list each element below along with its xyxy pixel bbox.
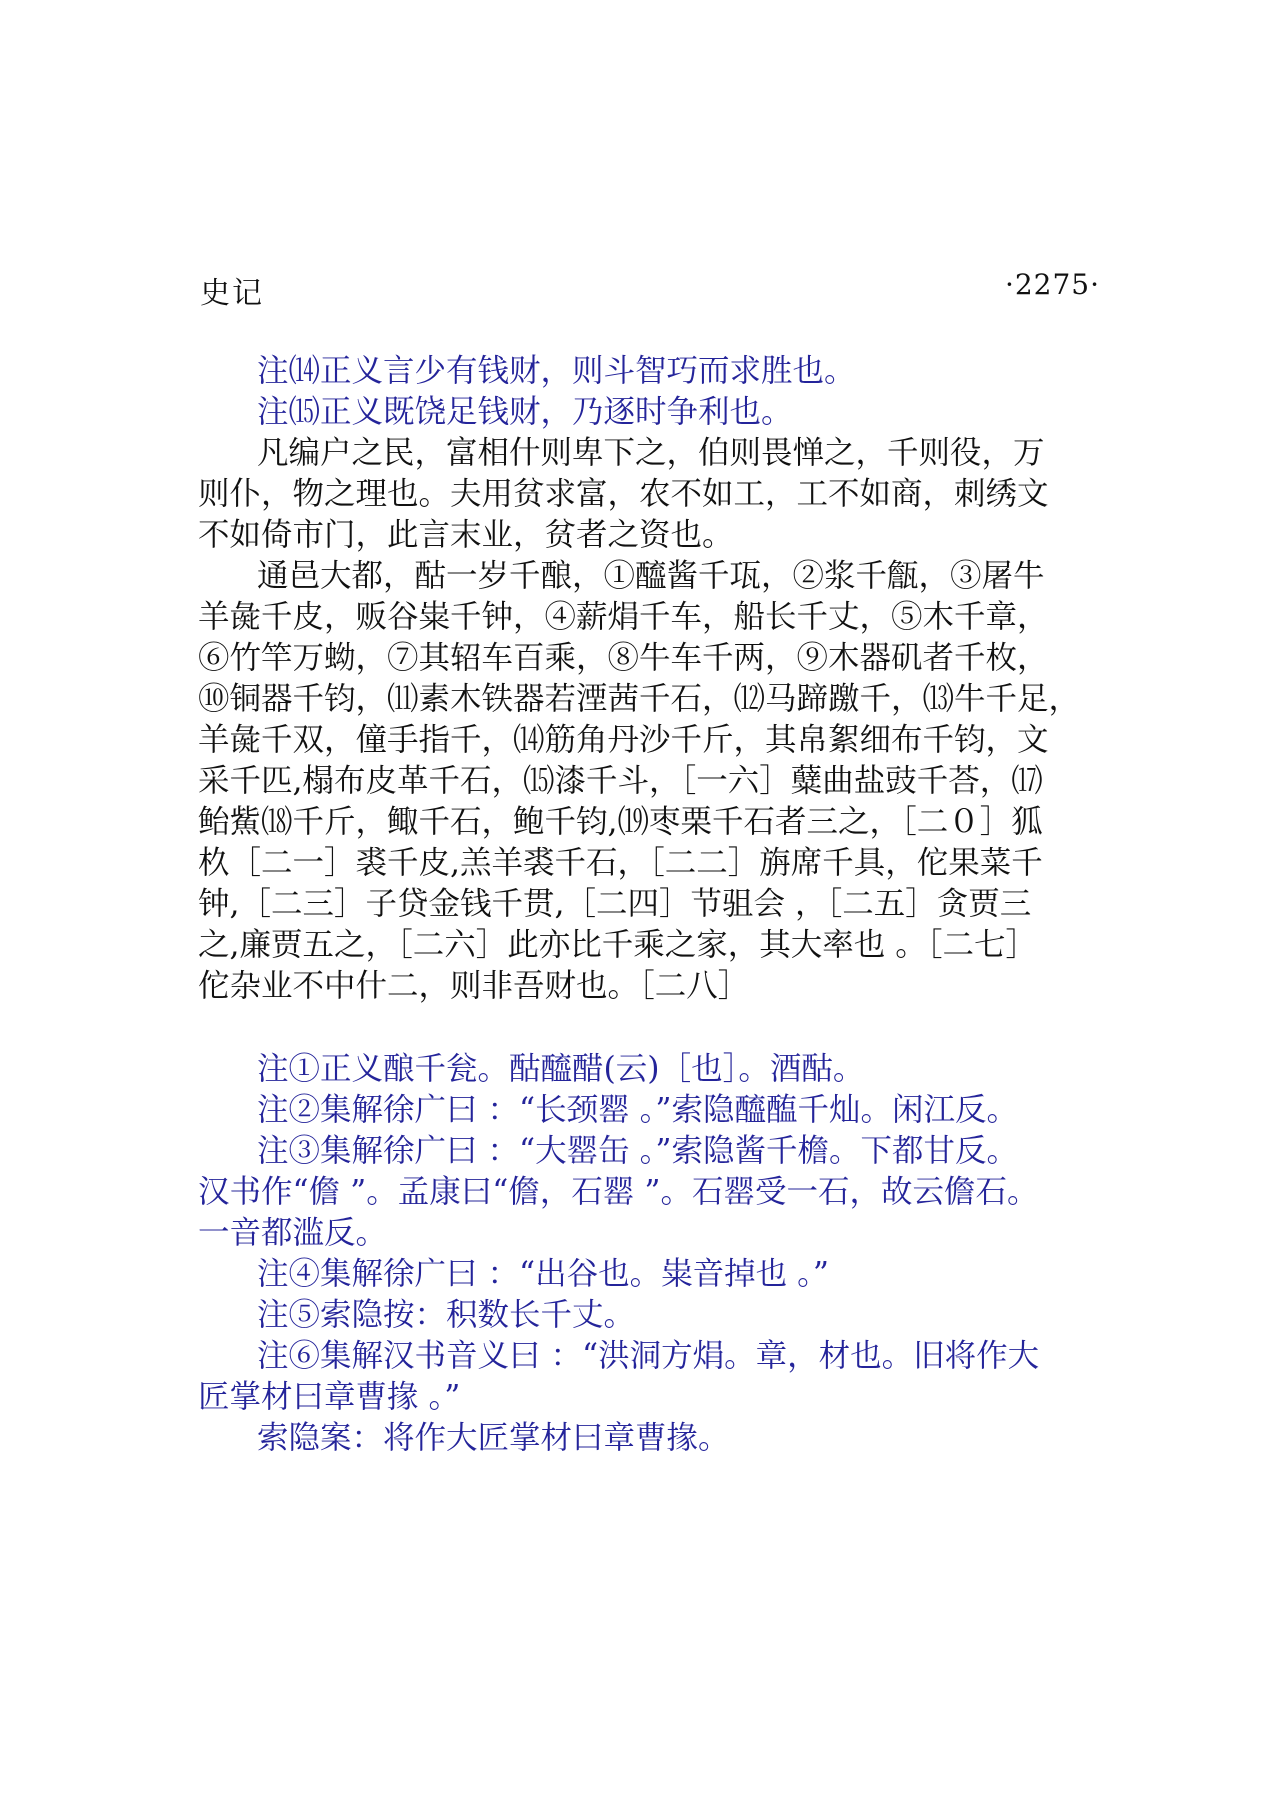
body-line: 之,廉贾五之，［二六］此亦比千乘之家，其大率也 。［二七］ <box>198 927 1038 963</box>
note-line: 注③集解徐广曰 ：“大罂缶 。”索隐酱千檐。下都甘反。 <box>257 1133 1018 1169</box>
body-line: 杦［二一］裘千皮,羔羊裘千石，［二二］旃席千具，佗果菜千 <box>198 845 1043 881</box>
note-line: 注⑤索隐按：积数长千丈。 <box>257 1297 636 1333</box>
body-line: 钟,［二三］子贷金钱千贯,［二四］节驵会 ，［二五］贪贾三 <box>198 886 1032 922</box>
note-line: 注②集解徐广曰 ：“长颈罂 。”索隐醯醢千灿。闲江反。 <box>257 1092 1018 1128</box>
body-line: 凡编户之民，富相什则卑下之，伯则畏惮之，千则役，万 <box>257 435 1045 471</box>
note-line: 注④集解徐广曰 ：“出谷也。粜音掉也 。” <box>257 1256 829 1292</box>
body-line: 羊彘千双，僮手指千，⒁筋角丹沙千斤，其帛絮细布千钧，文 <box>198 722 1049 758</box>
text-body <box>198 351 1108 1459</box>
page-number: ·2275· <box>1004 268 1100 301</box>
note-line: 注⒂正义既饶足钱财，乃逐时争利也。 <box>257 394 793 430</box>
note-line: 注⑥集解汉书音义曰 ：“洪洞方焆。章，材也。旧将作大 <box>257 1338 1040 1374</box>
note-line: 索隐案：将作大匠掌材曰章曹掾。 <box>257 1420 730 1456</box>
body-line: 通邑大都，酤一岁千酿，①醯酱千瓨，②浆千甔，③屠牛 <box>257 558 1045 594</box>
note-line: 匠掌材曰章曹掾 。” <box>198 1379 461 1415</box>
paragraph-gap <box>198 1007 1108 1049</box>
note-line: 注①正义酿千瓮。酤醯醋(云)［也］。酒酤。 <box>257 1051 865 1087</box>
note-line: 一音都滥反。 <box>198 1215 388 1251</box>
body-line: 羊彘千皮，贩谷粜千钟，④薪焆千车，船长千丈，⑤木千章， <box>198 599 1049 635</box>
body-line: 采千匹,榻布皮革千石，⒂漆千斗，［一六］糵曲盐豉千荅，⒄ <box>198 763 1043 799</box>
note-line: 汉书作“儋 ”。孟康曰“儋，石罂 ”。石罂受一石，故云儋石。 <box>198 1174 1039 1210</box>
body-line: ⑩铜器千钧，⑾素木铁器若湮茜千石，⑿马蹄躈千，⒀牛千足， <box>198 681 1081 717</box>
body-line: 不如倚市门，此言末业，贫者之资也。 <box>198 517 734 553</box>
note-line: 注⒁正义言少有钱财，则斗智巧而求胜也。 <box>257 353 856 389</box>
body-line: 则仆，物之理也。夫用贫求富，农不如工，工不如商，刺绣文 <box>198 476 1049 512</box>
page-header <box>200 268 1100 311</box>
running-title: 史记 <box>200 276 264 311</box>
body-line: 鲐鮆⒅千斤，鲰千石，鲍千钧,⒆枣栗千石者三之，［二０］狐 <box>198 804 1043 840</box>
body-line: 佗杂业不中什二，则非吾财也。［二八］ <box>198 968 750 1004</box>
body-line: ⑥竹竿万蚴，⑦其轺车百乘，⑧牛车千两，⑨木器矶者千枚， <box>198 640 1049 676</box>
